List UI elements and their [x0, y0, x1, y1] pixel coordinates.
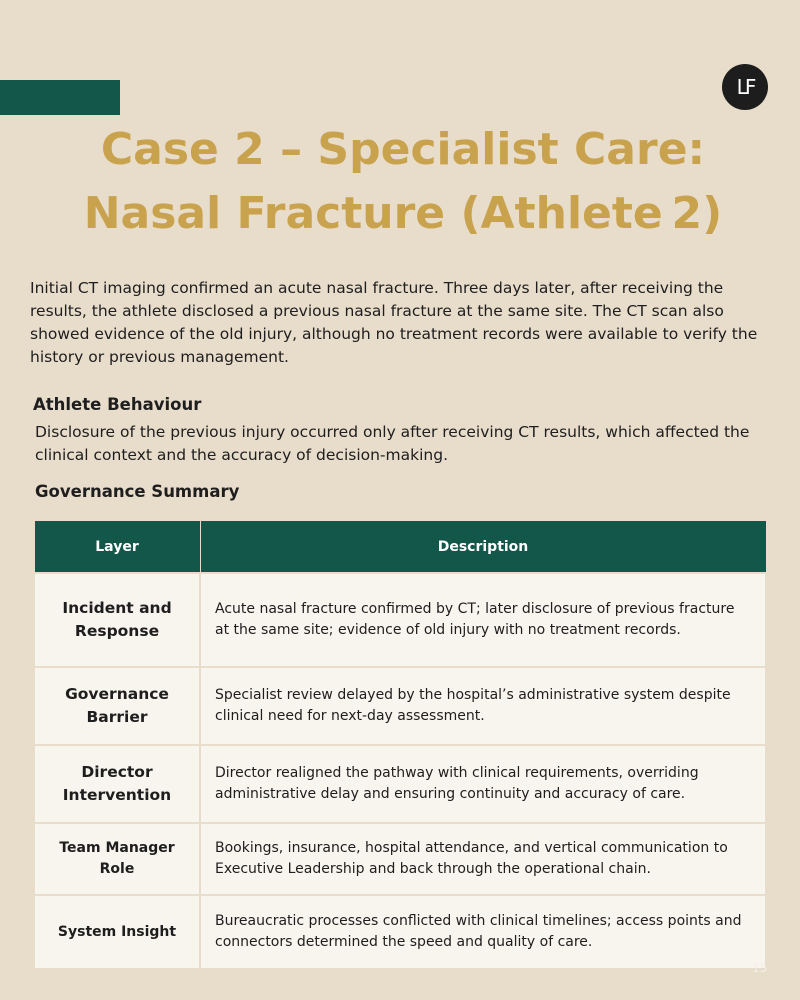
layer-cell: Director Intervention — [34, 745, 200, 823]
page-title: Case 2 – Specialist Care: Nasal Fracture (Athlete 2) — [83, 124, 723, 239]
page-number: 15 — [752, 961, 768, 975]
intro-paragraph: Initial CT imaging confirmed an acute nasal fracture. Three days later, after receiving the results, the athlete disclosed a previous nasal fracture at the same site. The CT scan also showed evidence of the old injury, although no treatment records were available to verify the history or previous management. — [30, 279, 758, 366]
governance-summary-table — [33, 520, 767, 970]
athlete-behaviour-heading: Athlete Behaviour — [33, 395, 202, 414]
table-row — [34, 895, 766, 969]
table-row — [34, 745, 766, 823]
description-cell: Bureaucratic processes conflicted with clinical timelines; access points and connectors determined the speed and quality of care. — [200, 895, 766, 969]
table-header-row — [34, 521, 766, 574]
table-row — [34, 667, 766, 745]
description-cell: Director realigned the pathway with clinical requirements, overriding administrative delay and ensuring continuity and accuracy of care. — [200, 745, 766, 823]
governance-summary-heading: Governance Summary — [35, 482, 240, 501]
layer-cell: System Insight — [34, 895, 200, 969]
table-row — [34, 573, 766, 667]
layer-cell: Team Manager Role — [34, 823, 200, 895]
column-header-description: Description — [200, 521, 766, 574]
column-header-layer: Layer — [34, 521, 200, 574]
table-row — [34, 823, 766, 895]
description-cell: Bookings, insurance, hospital attendance, and vertical communication to Executive Leadership and back through the operational chain. — [200, 823, 766, 895]
accent-bar — [0, 80, 120, 115]
layer-cell: Governance Barrier — [34, 667, 200, 745]
layer-cell: Incident and Response — [34, 573, 200, 667]
description-cell: Acute nasal fracture confirmed by CT; later disclosure of previous fracture at the same site; evidence of old injury with no treatment records. — [200, 573, 766, 667]
description-cell: Specialist review delayed by the hospital’s administrative system despite clinical need for next-day assessment. — [200, 667, 766, 745]
athlete-behaviour-text: Disclosure of the previous injury occurred only after receiving CT results, which affected the clinical context and the accuracy of decision-making. — [35, 423, 750, 464]
lf-logo-icon: LF — [722, 64, 768, 110]
